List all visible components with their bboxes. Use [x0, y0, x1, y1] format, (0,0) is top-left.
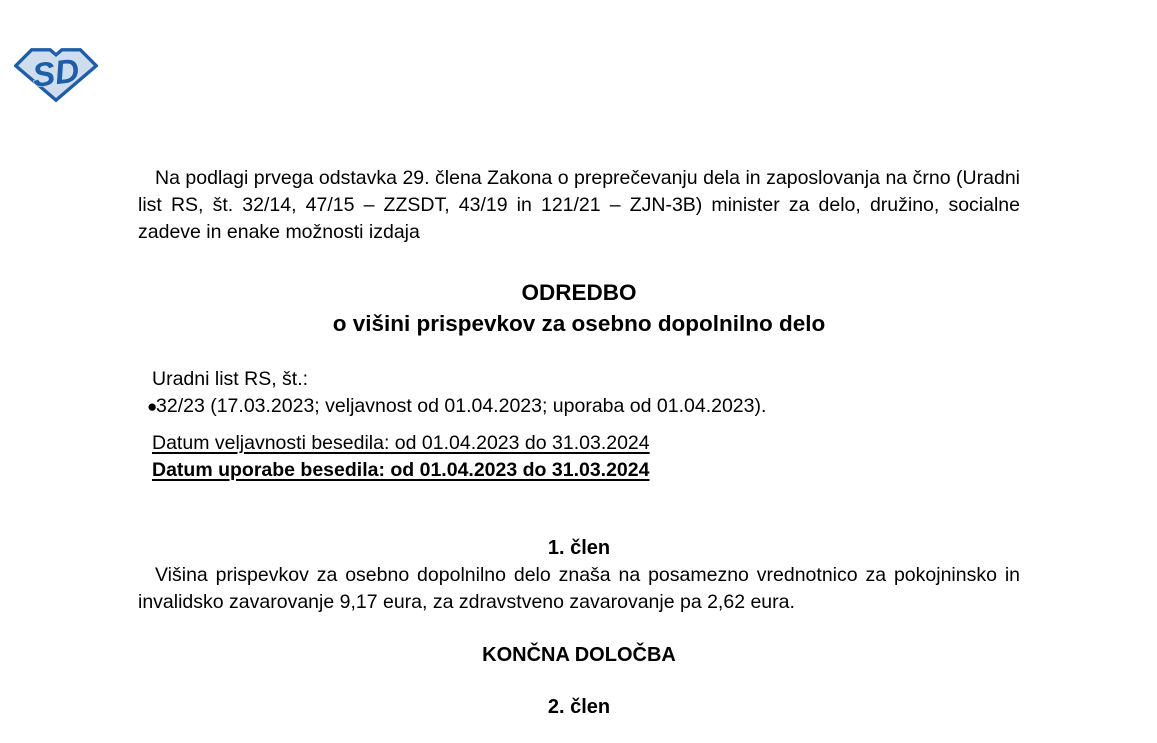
article-1-heading: 1. člen [547, 537, 611, 559]
document-body [138, 165, 1020, 721]
article-1-text: Višina prispevkov za osebno dopolnilno delo znaša na posamezno vrednotnico za pokojninsko in invalidsko zavarovanje 9,17 eura, za zdravstveno zavarovanje pa 2,62 eura. [138, 564, 1020, 613]
validity-section [138, 430, 1020, 484]
gazette-label: Uradni list RS, št.: [152, 368, 309, 390]
gazette-item-text: 32/23 (17.03.2023; veljavnost od 01.04.2023; uporaba od 01.04.2023). [156, 395, 767, 417]
bullet-icon: ● [147, 397, 158, 416]
gazette-list-item [147, 393, 1020, 420]
sd-logo [14, 46, 98, 104]
document-title [138, 277, 1020, 339]
title-line-1: ODREDBO [521, 280, 637, 305]
application-date-line: Datum uporabe besedila: od 01.04.2023 do 31.03.2024 [152, 459, 650, 481]
intro-paragraph: Na podlagi prvega odstavka 29. člena Zakona o preprečevanju dela in zaposlovanja na črno (Uradni list RS, št. 32/14, 47/15 – ZZSDT, 43/19 in 121/21 – ZJN-3B) minister za delo, družino, socialne zadeve in enake možnosti izdaja [138, 167, 1020, 243]
article-2-heading: 2. člen [547, 696, 611, 718]
validity-date-line: Datum veljavnosti besedila: od 01.04.2023 do 31.03.2024 [152, 432, 650, 454]
final-provision-heading: KONČNA DOLOČBA [482, 644, 676, 666]
sd-logo-letters: SD [30, 52, 82, 95]
title-line-2: o višini prispevkov za osebno dopolnilno delo [332, 311, 826, 336]
gazette-section [138, 366, 1020, 420]
